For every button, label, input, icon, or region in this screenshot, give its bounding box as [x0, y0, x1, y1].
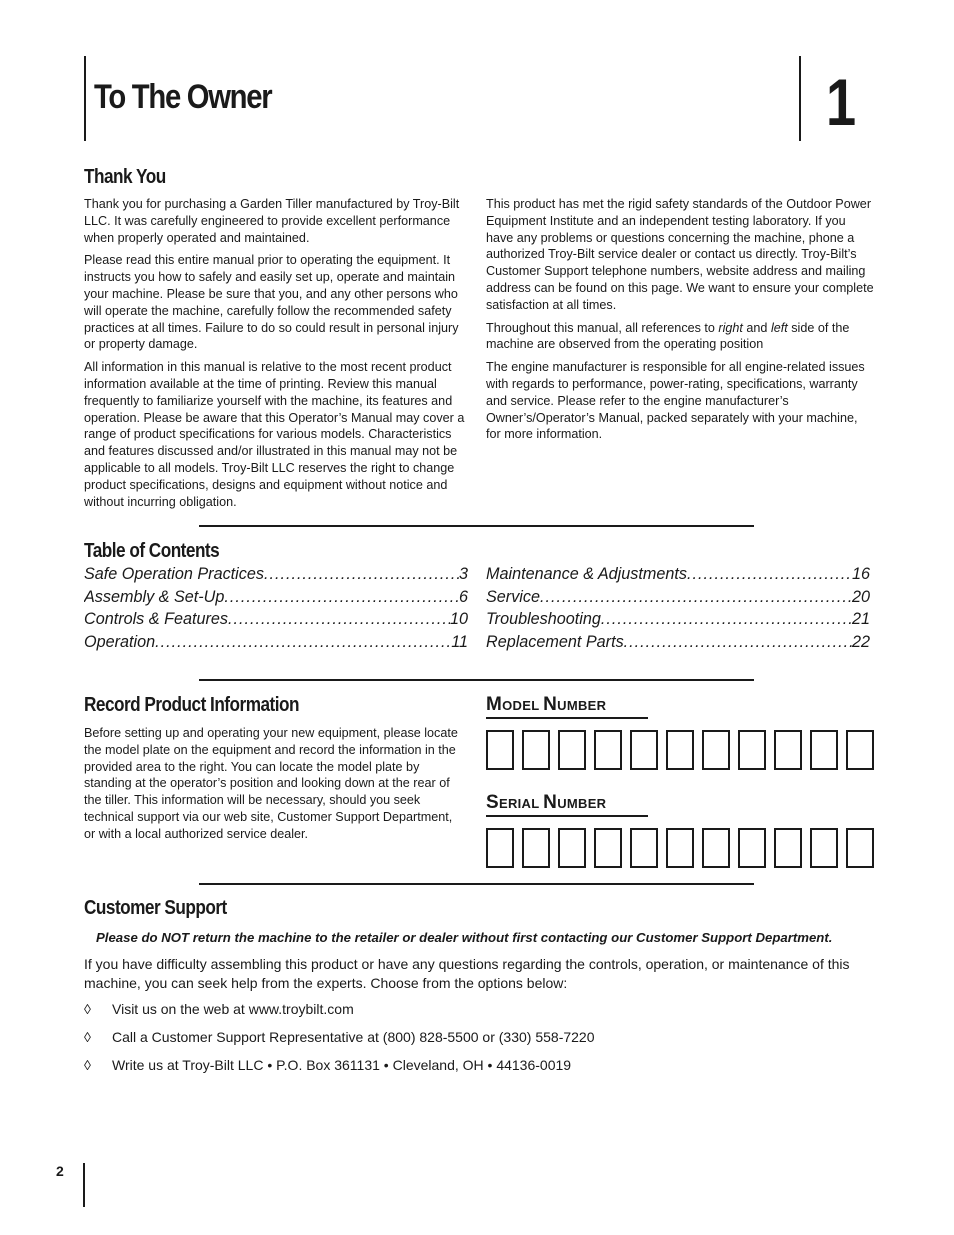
model-number-label — [486, 694, 648, 719]
serial-number-digit-box[interactable] — [774, 828, 802, 868]
toc-entry-title: Maintenance & Adjustments — [486, 565, 687, 583]
toc-leader-dots — [687, 565, 852, 584]
support-option-text: Write us at Troy-Bilt LLC • P.O. Box 361131 • Cleveland, OH • 44136-0019 — [112, 1057, 572, 1073]
small-caps-rest: ODEL — [502, 698, 544, 713]
toc-entry-maintenance[interactable] — [486, 565, 870, 588]
toc-leader-dots — [624, 633, 852, 652]
chapter-number: 1 — [826, 65, 855, 139]
support-option-mail — [84, 1057, 571, 1073]
toc-entry-page: 10 — [449, 610, 468, 629]
toc-entry-assembly[interactable] — [84, 588, 468, 611]
toc-entry-safe-operation[interactable] — [84, 565, 468, 588]
diamond-bullet-icon: ◊ — [84, 1029, 91, 1045]
toc-entry-controls[interactable] — [84, 610, 468, 633]
toc-entry-title: Troubleshooting — [486, 610, 601, 629]
thank-you-paragraph: Thank you for purchasing a Garden Tiller manufactured by Troy-Bilt LLC. It was carefully engineered to provide excellent performance when properly operated and maintained. — [84, 197, 460, 245]
record-product-body: Before setting up and operating your new equipment, please locate the model plate on the equipment and record the information in the provided area to the right. You can locate the model plate by standing at the operator’s position and looking down at the rear of the tiller. This information will be necessary, should you seek technical support via our web site, Customer Support Department, or with a local authorized service dealer. — [84, 726, 458, 841]
small-caps-rest: ERIAL — [498, 796, 544, 811]
model-number-digit-box[interactable] — [666, 730, 694, 770]
toc-leader-dots — [155, 633, 451, 652]
toc-entry-page: 3 — [458, 565, 468, 583]
model-number-digit-box[interactable] — [522, 730, 550, 770]
thank-you-heading: Thank You — [84, 166, 166, 188]
section-divider — [199, 679, 754, 681]
toc-entry-operation[interactable] — [84, 633, 468, 656]
support-option-web — [84, 1001, 354, 1017]
chapter-left-bar — [84, 56, 86, 141]
small-caps-rest: UMBER — [557, 698, 607, 713]
toc-entry-page: 21 — [851, 610, 870, 629]
serial-number-digit-box[interactable] — [594, 828, 622, 868]
serial-number-label — [486, 792, 648, 817]
thank-you-left-column — [84, 196, 468, 516]
toc-leader-dots — [224, 588, 459, 607]
serial-number-digit-box[interactable] — [486, 828, 514, 868]
support-option-text: Visit us on the web at www.troybilt.com — [112, 1001, 354, 1017]
toc-leader-dots — [601, 610, 852, 629]
toc-right-column — [486, 565, 870, 655]
support-option-phone — [84, 1029, 595, 1045]
thank-you-paragraph: Please read this entire manual prior to operating the equipment. It instructs you how to safely and easily set up, operate and maintain your machine. Please be sure that you, and any other persons who will operate the machine, carefully follow the recommended safety practices at all times. Failure to do so could result in personal injury or property damage. — [84, 253, 459, 352]
customer-support-body: If you have difficulty assembling this product or have any questions regarding the controls, operation, or maintenance of this machine, you can seek help from the experts. Choose from the options below: — [84, 956, 850, 991]
toc-leader-dots — [264, 565, 459, 584]
model-number-boxes — [486, 730, 874, 770]
toc-entry-title: Controls & Features — [84, 610, 228, 629]
serial-number-digit-box[interactable] — [558, 828, 586, 868]
serial-number-digit-box[interactable] — [666, 828, 694, 868]
engine-manufacturer-paragraph: The engine manufacturer is responsible for all engine-related issues with regards to performance, power-rating, specifications, warranty and service. Please refer to the engine manufacturer’s Owner’s/Operator’s Manual, packed separately with your machine, for more information. — [486, 360, 865, 442]
toc-entry-troubleshooting[interactable] — [486, 610, 870, 633]
toc-entry-title: Operation — [84, 632, 156, 651]
toc-entry-title: Replacement Parts — [486, 632, 624, 651]
toc-entry-replacement-parts[interactable] — [486, 633, 870, 656]
serial-number-digit-box[interactable] — [630, 828, 658, 868]
small-caps-initial: M — [486, 694, 503, 715]
serial-number-digit-box[interactable] — [522, 828, 550, 868]
small-caps-initial: S — [486, 792, 499, 813]
model-number-digit-box[interactable] — [846, 730, 874, 770]
toc-leader-dots — [228, 610, 450, 629]
support-option-text: Call a Customer Support Representative at (800) 828-5500 or (330) 558-7220 — [112, 1029, 595, 1045]
section-divider — [199, 525, 754, 527]
record-product-heading: Record Product Information — [84, 694, 299, 716]
serial-number-digit-box[interactable] — [810, 828, 838, 868]
toc-entry-title: Assembly & Set-Up — [84, 587, 225, 606]
model-number-digit-box[interactable] — [810, 730, 838, 770]
page-number-bar — [83, 1163, 85, 1207]
small-caps-initial: N — [543, 792, 558, 813]
orientation-text: side of the machine are observed from the operating position — [486, 320, 850, 352]
orientation-left-word: left — [770, 320, 788, 335]
toc-entry-page: 20 — [851, 587, 870, 606]
orientation-right-word: right — [718, 320, 743, 335]
thank-you-paragraph: All information in this manual is relative to the most recent product information available at the time of printing. Review this manual frequently to familiarize yourself with the machine, its features and operation. Please be aware that this Operator’s Manual may cover a range of product specifications for various models. Characteristics and features discussed and/or illustrated in this manual may not be applicable to all models. Troy-Bilt LLC reserves the right to change product specifications, designs and equipment without notice and without incurring obligation. — [84, 360, 465, 509]
toc-entry-page: 6 — [458, 587, 468, 606]
toc-entry-title: Service — [486, 587, 540, 606]
orientation-text: and — [742, 320, 771, 335]
toc-entry-page: 16 — [851, 565, 870, 583]
orientation-paragraph — [486, 320, 874, 354]
orientation-text: Throughout this manual, all references to — [486, 320, 719, 335]
small-caps-rest: UMBER — [557, 796, 607, 811]
model-number-digit-box[interactable] — [630, 730, 658, 770]
model-number-digit-box[interactable] — [702, 730, 730, 770]
toc-left-column — [84, 565, 468, 655]
serial-number-digit-box[interactable] — [846, 828, 874, 868]
thank-you-right-column — [486, 196, 874, 449]
serial-number-boxes — [486, 828, 874, 868]
model-number-digit-box[interactable] — [486, 730, 514, 770]
toc-leader-dots — [540, 588, 852, 607]
toc-heading: Table of Contents — [84, 540, 220, 562]
model-number-digit-box[interactable] — [738, 730, 766, 770]
section-divider — [199, 883, 754, 885]
page-number: 2 — [56, 1163, 64, 1179]
small-caps-initial: N — [543, 694, 558, 715]
model-number-digit-box[interactable] — [774, 730, 802, 770]
customer-support-warning: Please do NOT return the machine to the retailer or dealer without first contacting our Customer Support Department. — [96, 930, 833, 945]
chapter-number-bar — [799, 56, 801, 141]
model-number-digit-box[interactable] — [558, 730, 586, 770]
model-number-digit-box[interactable] — [594, 730, 622, 770]
toc-entry-title: Safe Operation Practices — [84, 565, 264, 583]
toc-entry-page: 22 — [851, 632, 870, 651]
toc-entry-service[interactable] — [486, 588, 870, 611]
serial-number-digit-box[interactable] — [738, 828, 766, 868]
diamond-bullet-icon: ◊ — [84, 1057, 91, 1073]
toc-entry-page: 11 — [451, 632, 468, 651]
serial-number-digit-box[interactable] — [702, 828, 730, 868]
safety-standards-paragraph: This product has met the rigid safety standards of the Outdoor Power Equipment Institute and an independent testing laboratory. If you have any problems or questions concerning the machine, phone a authorized Troy-Bilt service dealer or contact us directly. Troy-Bilt’s Customer Support telephone numbers, website address and mailing address can be found on this page. We want to ensure your complete satisfaction at all times. — [486, 197, 874, 312]
customer-support-heading: Customer Support — [84, 897, 227, 919]
diamond-bullet-icon: ◊ — [84, 1001, 91, 1017]
chapter-title: To The Owner — [94, 78, 272, 116]
